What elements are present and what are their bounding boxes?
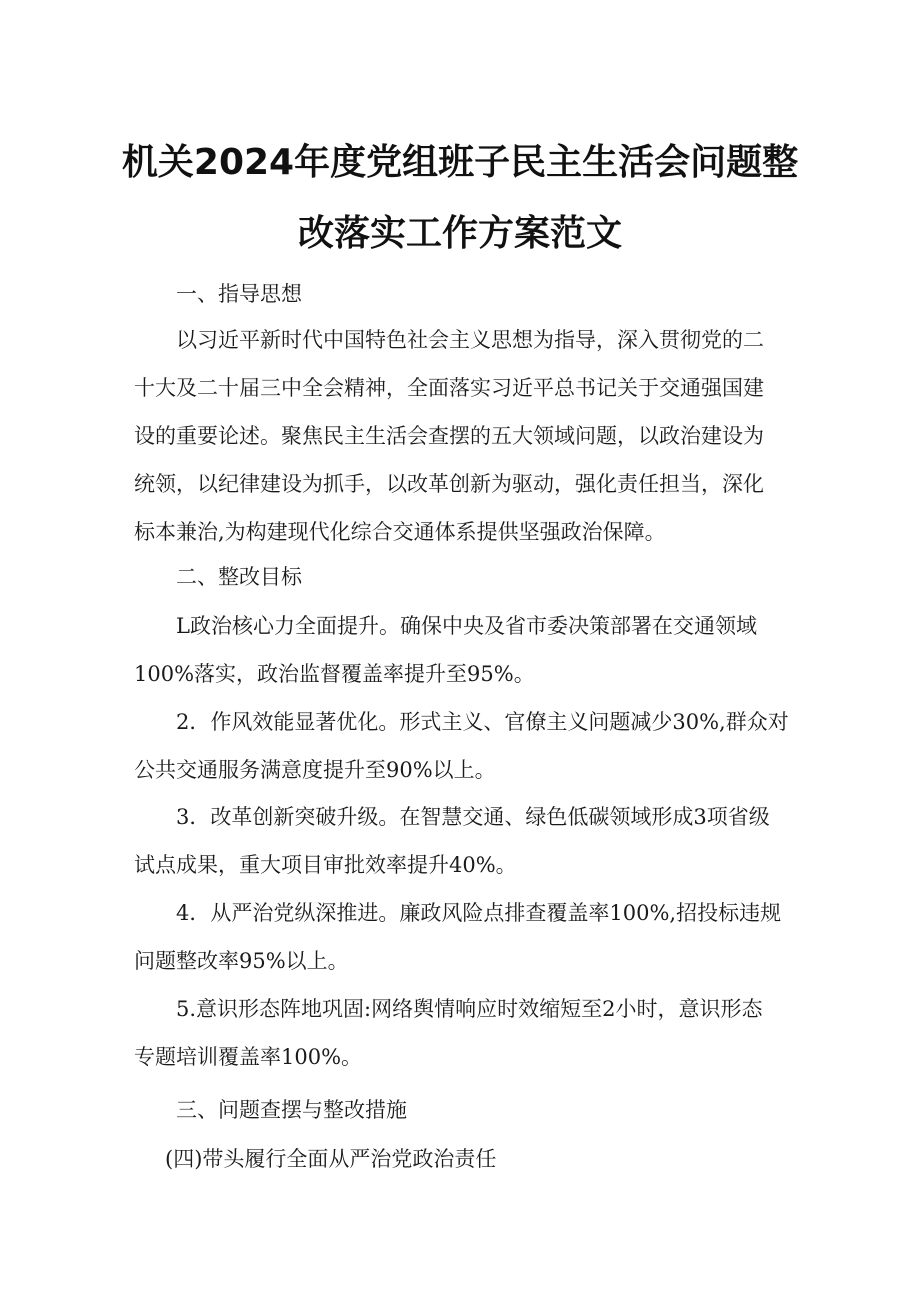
document-title-line-2: 改落实工作方案范文 — [297, 213, 622, 254]
goal-line: 3．改革创新突破升级。在智慧交通、绿色低碳领域形成3项省级 — [176, 805, 770, 829]
goal-item-3 — [134, 793, 794, 889]
goal-line: 5.意识形态阵地巩固:网络舆情响应时效缩短至2小时，意识形态 — [176, 997, 763, 1021]
goal-line: 专题培训覆盖率100%。 — [134, 1045, 363, 1069]
goal-line: 100%落实，政治监督覆盖率提升至95%。 — [134, 662, 535, 686]
section-1-heading: 一、指导思想 — [176, 282, 302, 306]
goal-item-5 — [134, 985, 794, 1081]
section-2-heading: 二、整改目标 — [176, 565, 302, 589]
goal-item-4 — [134, 889, 794, 985]
paragraph-line: 以习近平新时代中国特色社会主义思想为指导，深入贯彻党的二 — [176, 328, 764, 352]
goal-line: 公共交通服务满意度提升至90%以上。 — [134, 758, 496, 782]
goal-line: 4．从严治党纵深推进。廉政风险点排查覆盖率100%,招投标违规 — [176, 901, 782, 925]
document-title-line-1: 机关2024年度党组班子民主生活会问题整 — [121, 142, 799, 183]
goal-line: 问题整改率95%以上。 — [134, 949, 349, 973]
section-1-paragraph — [134, 316, 794, 556]
goal-line: L政治核心力全面提升。确保中央及省市委决策部署在交通领域 — [176, 614, 757, 638]
goal-line: 试点成果，重大项目审批效率提升40%。 — [134, 853, 517, 877]
goal-item-1 — [134, 602, 794, 698]
paragraph-line: 统领，以纪律建设为抓手，以改革创新为驱动，强化责任担当，深化 — [134, 472, 764, 496]
goal-line: 2．作风效能显著优化。形式主义、官僚主义问题减少30%,群众对 — [176, 710, 789, 734]
paragraph-line: 设的重要论述。聚焦民主生活会查摆的五大领域问题，以政治建设为 — [134, 424, 764, 448]
subsection-heading: (四)带头履行全面从严治党政治责任 — [165, 1147, 497, 1171]
paragraph-line: 十大及二十届三中全会精神，全面落实习近平总书记关于交通强国建 — [134, 376, 764, 400]
paragraph-line: 标本兼治,为构建现代化综合交通体系提供坚强政治保障。 — [134, 520, 666, 544]
goal-item-2 — [134, 698, 794, 794]
section-3-heading: 三、问题查摆与整改措施 — [176, 1098, 407, 1122]
